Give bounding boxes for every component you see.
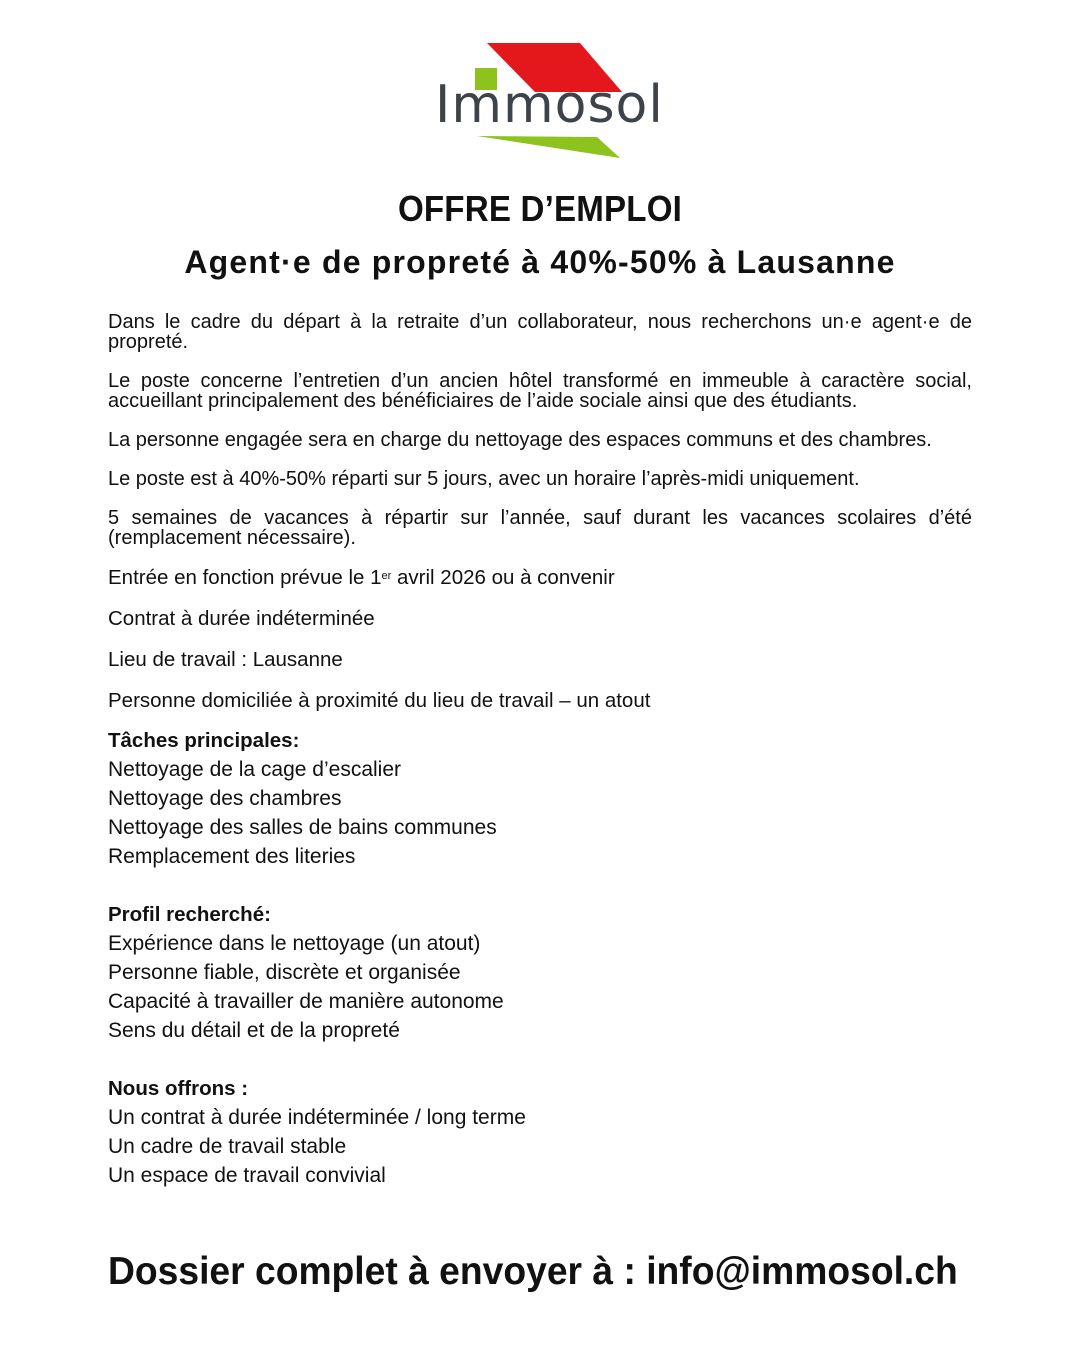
list-item: Expérience dans le nettoyage (un atout) [108,932,481,955]
intro-paragraph: Le poste concerne l’entretien d’un ancien hôtel transformé en immeuble à caractère social, accueillant principalement des bénéficiaires de l’aide sociale ainsi que des étudiants. [108,370,972,412]
page-title: OFFRE D’EMPLOI [397,188,683,229]
profile-list [108,929,972,1045]
start-date-prefix: Entrée en fonction prévue le 1 [108,566,382,589]
list-item: Un espace de travail convivial [108,1164,386,1187]
cta-text: Dossier complet à envoyer à : [108,1250,647,1293]
list-item: Personne fiable, discrète et organisée [108,961,461,984]
list-item: Sens du détail et de la propreté [108,1019,400,1042]
proximity-note: Personne domiciliée à proximité du lieu de travail – un atout [108,689,651,712]
list-item: Capacité à travailler de manière autonome [108,990,504,1013]
job-description [108,312,972,1219]
work-location: Lieu de travail : Lausanne [108,648,343,671]
start-date-ordinal: er [381,570,392,582]
application-cta [108,1250,958,1294]
logo-wordmark: Immosol [435,75,664,135]
profile-heading: Profil recherché: [108,903,271,926]
start-date [108,567,972,589]
tasks-list [108,755,972,871]
intro-paragraph: Le poste est à 40%-50% réparti sur 5 jours, avec un horaire l’après-midi uniquement. [108,468,860,490]
list-item: Un contrat à durée indéterminée / long terme [108,1106,526,1129]
job-subtitle: Agent·e de propreté à 40%-50% à Lausanne [184,244,896,280]
list-item: Nettoyage des salles de bains communes [108,816,497,839]
list-item: Nettoyage des chambres [108,787,342,810]
offer-heading: Nous offrons : [108,1077,249,1100]
immosol-logo [425,35,664,165]
contact-email-link[interactable]: info@immosol.ch [646,1250,958,1293]
profile-section [108,900,972,1045]
intro-paragraph: La personne engagée sera en charge du nettoyage des espaces communs et des chambres. [108,429,932,451]
intro-paragraph: Dans le cadre du départ à la retraite d’un collaborateur, nous recherchons un·e agent·e de propreté. [108,311,972,353]
tasks-section [108,726,972,871]
offer-section [108,1074,972,1190]
offer-list [108,1103,972,1190]
logo-base [477,136,620,158]
intro-paragraph: 5 semaines de vacances à répartir sur l’année, sauf durant les vacances scolaires d’été (remplacement nécessaire). [108,507,972,549]
tasks-heading: Tâches principales: [108,729,300,752]
contract-type: Contrat à durée indéterminée [108,607,375,630]
list-item: Un cadre de travail stable [108,1135,347,1158]
start-date-suffix: avril 2026 ou à convenir [391,566,615,589]
list-item: Nettoyage de la cage d’escalier [108,758,402,781]
list-item: Remplacement des literies [108,845,356,868]
